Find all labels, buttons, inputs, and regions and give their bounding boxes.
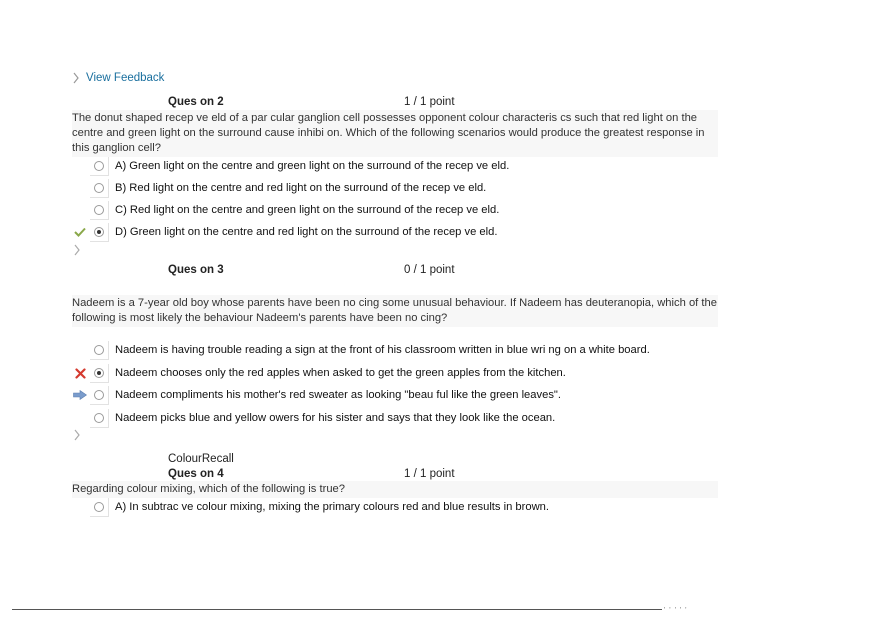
question-4-title: Ques on 4 — [168, 468, 224, 480]
question-3-option-1[interactable] — [72, 340, 718, 360]
option-label: Nadeem chooses only the red apples when asked to get the green apples from the kitchen. — [115, 367, 566, 379]
question-3-title: Ques on 3 — [168, 264, 224, 276]
answer-mark-empty — [72, 410, 88, 426]
answer-mark-empty — [72, 180, 88, 196]
option-label: A) In subtrac ve colour mixing, mixing the primary colours red and blue results in brown. — [115, 501, 550, 513]
footer-marks: ' ' ' ' ' — [664, 607, 688, 614]
question-3-option-3[interactable] — [72, 385, 718, 405]
radio-button-selected[interactable] — [90, 223, 109, 242]
option-label: D) Green light on the centre and red light on the surround of the recep ve eld. — [115, 226, 498, 238]
question-3-text: Nadeem is a 7-year old boy whose parents have been no cing some unusual behaviour. If Nadeem has deuteranopia, which of the following is most likely the behaviour Nadeem's parents have been no cing? — [72, 295, 718, 327]
correct-answer-arrow-icon — [72, 387, 88, 403]
view-feedback-label: View Feedback — [86, 72, 165, 84]
question-2-option-b[interactable] — [72, 178, 718, 198]
question-2-score: 1 / 1 point — [404, 96, 455, 108]
option-label: A) Green light on the centre and green light on the surround of the recep ve eld. — [115, 160, 510, 172]
chevron-right-icon[interactable] — [73, 244, 81, 256]
radio-button[interactable] — [90, 341, 109, 360]
question-2-title: Ques on 2 — [168, 96, 224, 108]
answer-mark-empty — [72, 342, 88, 358]
question-3-score: 0 / 1 point — [404, 264, 455, 276]
option-label: C) Red light on the centre and green light on the surround of the recep ve eld. — [115, 204, 500, 216]
question-3-option-4[interactable] — [72, 408, 718, 428]
chevron-right-icon[interactable] — [73, 429, 81, 441]
question-2-option-d[interactable] — [72, 222, 718, 242]
correct-check-icon — [72, 224, 88, 240]
question-2-text: The donut shaped recep ve eld of a par cular ganglion cell possesses opponent colour characteris cs such that red light on the centre and green light on the surround cause inhibi on. Which of the following scenarios would produce the greatest response in this ganglion cell? — [72, 110, 718, 157]
question-2-option-c[interactable] — [72, 200, 718, 220]
answer-mark-empty — [72, 499, 88, 515]
option-label: Nadeem compliments his mother's red sweater as looking "beau ful like the green leaves". — [115, 389, 561, 401]
option-label: Nadeem is having trouble reading a sign at the front of his classroom written in blue wri ng on a white board. — [115, 344, 650, 356]
question-4-text: Regarding colour mixing, which of the following is true? — [72, 481, 718, 498]
footer-divider — [12, 609, 662, 610]
question-3-option-2[interactable] — [72, 363, 718, 383]
option-label: Nadeem picks blue and yellow owers for his sister and says that they look like the ocean. — [115, 412, 556, 424]
option-label: B) Red light on the centre and red light on the surround of the recep ve eld. — [115, 182, 487, 194]
radio-button[interactable] — [90, 409, 109, 428]
view-feedback-link[interactable] — [72, 72, 164, 84]
question-2-option-a[interactable] — [72, 156, 718, 176]
radio-button[interactable] — [90, 201, 109, 220]
radio-button[interactable] — [90, 179, 109, 198]
radio-button[interactable] — [90, 498, 109, 517]
incorrect-x-icon — [72, 365, 88, 381]
chevron-right-icon — [72, 72, 80, 84]
radio-button[interactable] — [90, 157, 109, 176]
answer-mark-empty — [72, 158, 88, 174]
question-4-score: 1 / 1 point — [404, 468, 455, 480]
radio-button[interactable] — [90, 386, 109, 405]
question-4-category: ColourRecall — [168, 453, 234, 465]
question-4-option-a[interactable] — [72, 497, 718, 517]
radio-button-selected[interactable] — [90, 364, 109, 383]
answer-mark-empty — [72, 202, 88, 218]
